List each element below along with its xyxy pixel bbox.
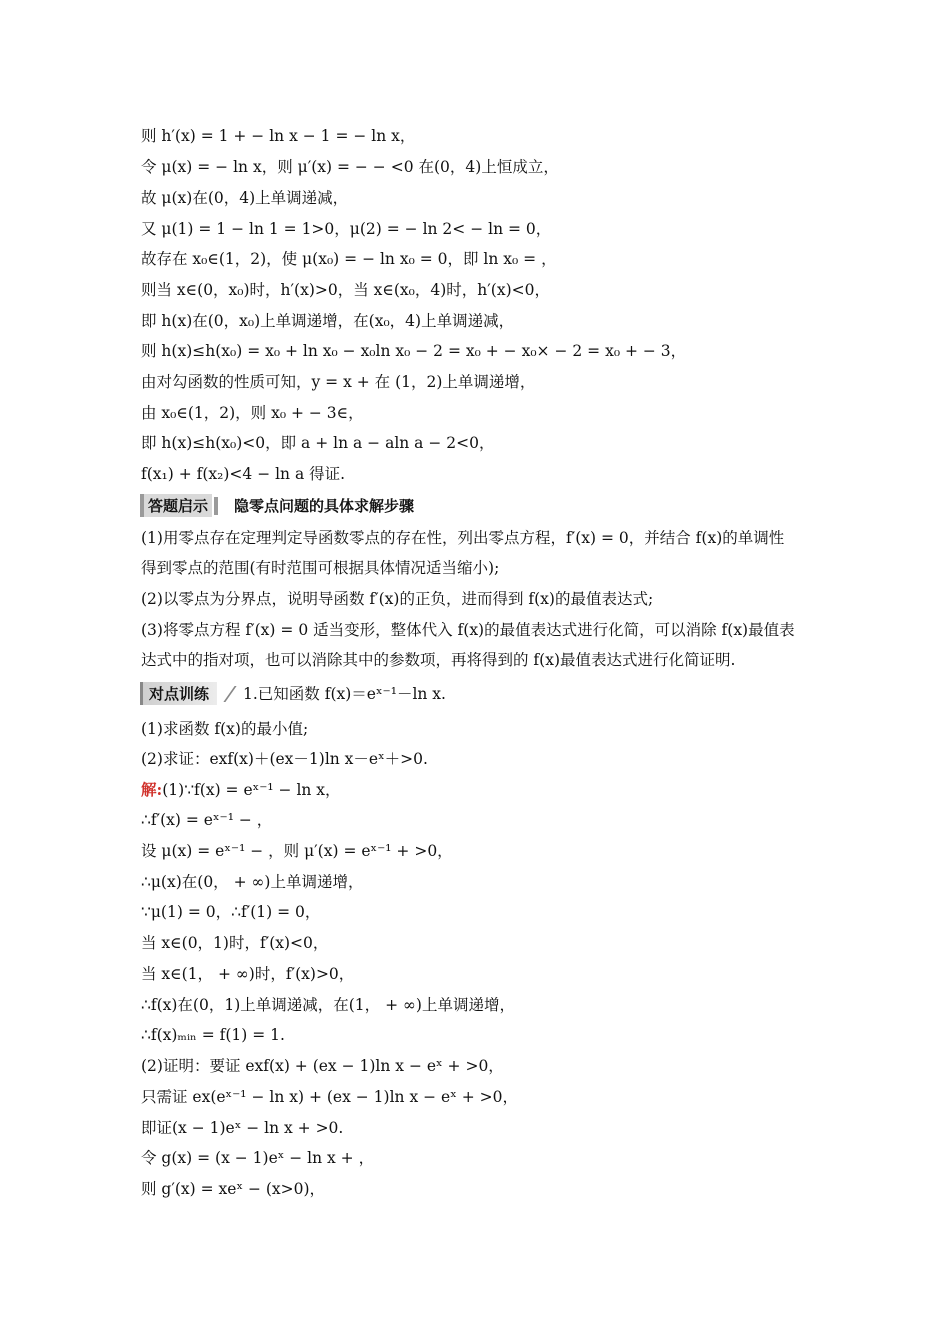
text-line: (1)用零点存在定理判定导函数零点的存在性，列出零点方程，f′(x) = 0，并结合 f(x)的单调性 [141,529,785,547]
answer-line [141,780,341,800]
text-line: ∴f(x)在(0，1)上单调递减，在(1， + ∞)上单调递增， [141,996,515,1014]
text-line: (2)以零点为分界点，说明导函数 f′(x)的正负，进而得到 f(x)的最值表达式; [141,590,654,608]
text-line: (3)将零点方程 f′(x) = 0 适当变形，整体代入 f(x)的最值表达式进行化简，可以消除 f(x)最值表 [141,621,795,639]
text-line: 故存在 x₀∈(1，2)，使 μ(x₀) = − ln x₀ = 0，即 ln x₀ = ， [141,250,557,268]
text-line: ∴μ(x)在(0， + ∞)上单调递增， [141,873,364,891]
section-header-hint [140,494,414,517]
text-line: 即证(x − 1)eˣ − ln x + >0. [141,1119,344,1137]
text-line: (2)证明：要证 exf(x) + (ex − 1)ln x − eˣ + >0， [141,1057,504,1075]
text-line: 即 h(x)≤h(x₀)<0，即 a + ln a − aln a − 2<0， [141,434,495,452]
text-line: 由 x₀∈(1，2)，则 x₀ + − 3∈， [141,404,364,422]
text-line: ∴f′(x) = eˣ⁻¹ − ， [141,811,273,829]
text-line: 令 μ(x) = − ln x，则 μ′(x) = − − <0 在(0，4)上恒成立， [141,158,559,176]
text-line: 则 g′(x) = xeˣ − (x>0)， [141,1180,326,1198]
text-line: 则 h′(x) = 1 + − ln x − 1 = − ln x， [141,127,416,145]
text-line: 设 μ(x) = eˣ⁻¹ − ，则 μ′(x) = eˣ⁻¹ + >0， [141,842,453,860]
text-span: (1)∵f(x) = eˣ⁻¹ − ln x， [162,781,341,799]
text-line: 当 x∈(0，1)时，f′(x)<0， [141,934,329,952]
answer-label: 解: [141,780,163,799]
text-line: 当 x∈(1， + ∞)时，f′(x)>0， [141,965,355,983]
text-line: 故 μ(x)在(0，4)上单调递减， [141,189,349,207]
section-tag: 对点训练 [140,682,217,705]
text-line: 即 h(x)在(0，x₀)上单调递增，在(x₀，4)上单调递减， [141,312,515,330]
text-line: (1)求函数 f(x)的最小值; [141,720,309,738]
section-title: 隐零点问题的具体求解步骤 [234,497,415,515]
text-line: 则当 x∈(0，x₀)时，h′(x)>0，当 x∈(x₀，4)时，h′(x)<0， [141,281,550,299]
text-line: 达式中的指对项，也可以消除其中的参数项，再将得到的 f(x)最值表达式进行化简证明. [141,651,736,669]
text-line: (2)求证：exf(x)＋(ex－1)ln x－eˣ＋>0. [141,750,428,768]
text-line: 又 μ(1) = 1 − ln 1 = 1>0，μ(2) = − ln 2< − ln = 0， [141,220,552,238]
text-line: f(x₁) + f(x₂)<4 − ln a 得证. [141,465,346,483]
problem-statement: 1.已知函数 f(x)＝eˣ⁻¹－ln x. [243,684,446,703]
text-line: 则 h(x)≤h(x₀) = x₀ + ln x₀ − x₀ln x₀ − 2 = x₀ + − x₀× − 2 = x₀ + − 3， [141,342,687,360]
text-line: 由对勾函数的性质可知，y = x + 在 (1，2)上单调递增， [141,373,536,391]
text-line: ∵μ(1) = 0，∴f′(1) = 0， [141,903,321,921]
text-line: 只需证 ex(eˣ⁻¹ − ln x) + (ex − 1)ln x − eˣ + >0， [141,1088,518,1106]
text-line: 令 g(x) = (x − 1)eˣ − ln x + ， [141,1149,375,1167]
section-header-practice [140,682,446,705]
text-line: ∴f(x)ₘᵢₙ = f(1) = 1. [141,1026,285,1044]
tag-bar-decoration [214,497,218,515]
section-tag: 答题启示 [140,494,212,517]
text-line: 得到零点的范围(有时范围可根据具体情况适当缩小); [141,559,500,577]
